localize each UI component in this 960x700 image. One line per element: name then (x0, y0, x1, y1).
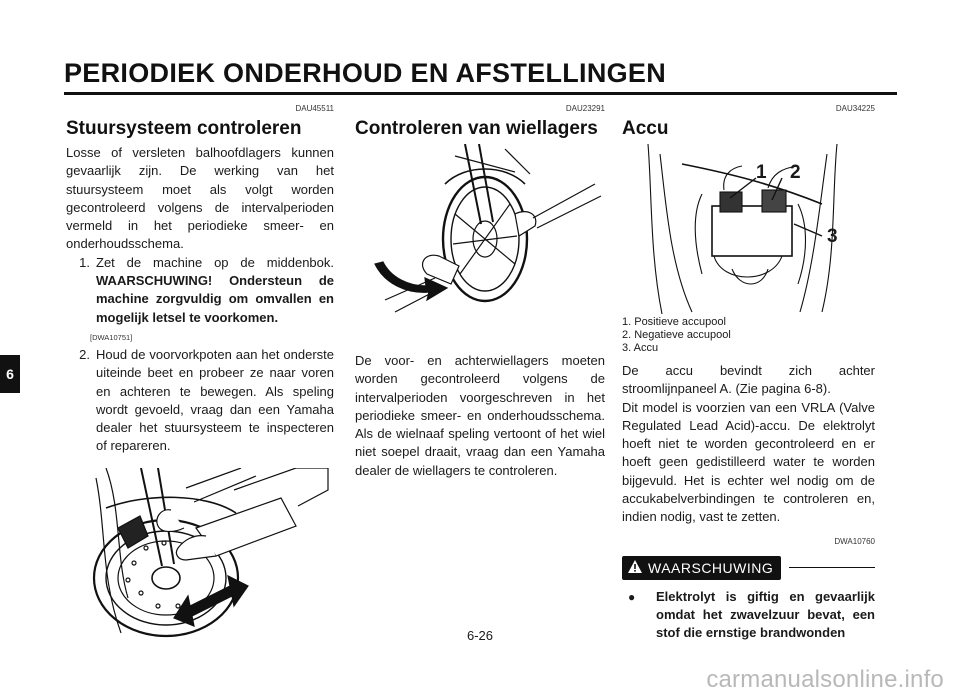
watermark[interactable]: carmanualsonline.info (706, 666, 944, 693)
warning-ref-code: [DWA10751] (90, 332, 133, 342)
section-heading: Accu (622, 118, 669, 139)
header-rule (64, 92, 897, 95)
section-body-1: De accu bevindt zich achter stroomlijnpaneel A. (Zie pagina 6-8). (622, 363, 875, 397)
callout-3: 3 (827, 226, 838, 247)
caption-item: 1. Positieve accupool (622, 316, 726, 328)
chapter-tab[interactable]: 6 (0, 355, 20, 393)
page-number: 6-26 (466, 628, 494, 643)
callout-2: 2 (790, 162, 801, 183)
battery-section (622, 104, 875, 643)
step-warning-text: WAARSCHUWING! Ondersteun de machine zorgvuldig om omvallen en mogelijk letsel te voorkomen. (96, 273, 334, 325)
step-text (96, 254, 334, 327)
section-body: De voor- en achterwiellagers moeten worden gecontroleerd volgens de intervalperioden voorgeschreven in het periodieke smeer- en onderhoudsschema. Als de wielnaaf speling vertoont of het wiel niet soepel draait, vraag dan een Yamaha dealer de wiellagers te controleren. (355, 353, 605, 478)
warning-rule (789, 567, 875, 568)
warning-label: WAARSCHUWING (648, 559, 774, 576)
section-code: DAU34225 (835, 104, 875, 113)
steps-list-2 (66, 346, 334, 456)
section-heading: Controleren van wiellagers (355, 118, 598, 139)
warning-code: DWA10760 (834, 536, 875, 546)
step-main-text: Zet de machine op de middenbok. (96, 254, 334, 270)
steering-illustration (66, 468, 334, 638)
section-code: DAU45511 (295, 104, 334, 113)
step-number: 1. (79, 254, 90, 270)
warning-bullet-text: Elektrolyt is giftig en gevaarlijk omdat het zwavelzuur bevat, een stof die ernstige brandwonden (656, 588, 875, 641)
steering-section (66, 104, 334, 638)
bullet-icon: ● (628, 589, 636, 604)
section-heading: Stuursysteem controleren (66, 118, 302, 139)
caption-item: 2. Negatieve accupool (622, 329, 731, 341)
steps-list (66, 254, 334, 327)
figure-captions (622, 316, 875, 355)
section-code: DAU23291 (565, 104, 605, 113)
warning-triangle-icon (628, 560, 642, 576)
warning-badge (622, 556, 781, 580)
wheel-bearing-illustration (355, 144, 605, 314)
section-intro: Losse of versleten balhoofdlagers kunnen gevaarlijk zijn. De werking van het stuursysteem moet als volgt worden gecontroleerd volgens de intervalperioden vermeld in het periodieke smeer- en onderhoudsschema. (66, 145, 334, 252)
step-item (66, 254, 334, 327)
caption-item: 3. Accu (622, 342, 659, 354)
step-text: Houd de voorvorkpoten aan het onderste uiteinde beet en probeer ze naar voren en achteren te bewegen. Als speling wordt gevoeld, vraag dan een Yamaha dealer het stuursysteem te inspecteren of repareren. (96, 346, 334, 454)
step-number: 2. (79, 346, 90, 362)
section-body-2: Dit model is voorzien van een VRLA (Valve Regulated Lead Acid)-accu. De elektrolyt hoeft niet te worden gecontroleerd en er hoeft geen gedistilleerd water te worden bijgevuld. Het is echter wel nodig om de accukabelverbindingen te controleren en, indien nodig, vast te zetten. (622, 399, 875, 525)
warning-header (622, 556, 875, 580)
page-title: PERIODIEK ONDERHOUD EN AFSTELLINGEN (64, 58, 667, 88)
wheel-bearings-section (355, 104, 605, 480)
battery-illustration (622, 144, 875, 314)
step-item (66, 346, 334, 456)
callout-1: 1 (756, 162, 767, 183)
